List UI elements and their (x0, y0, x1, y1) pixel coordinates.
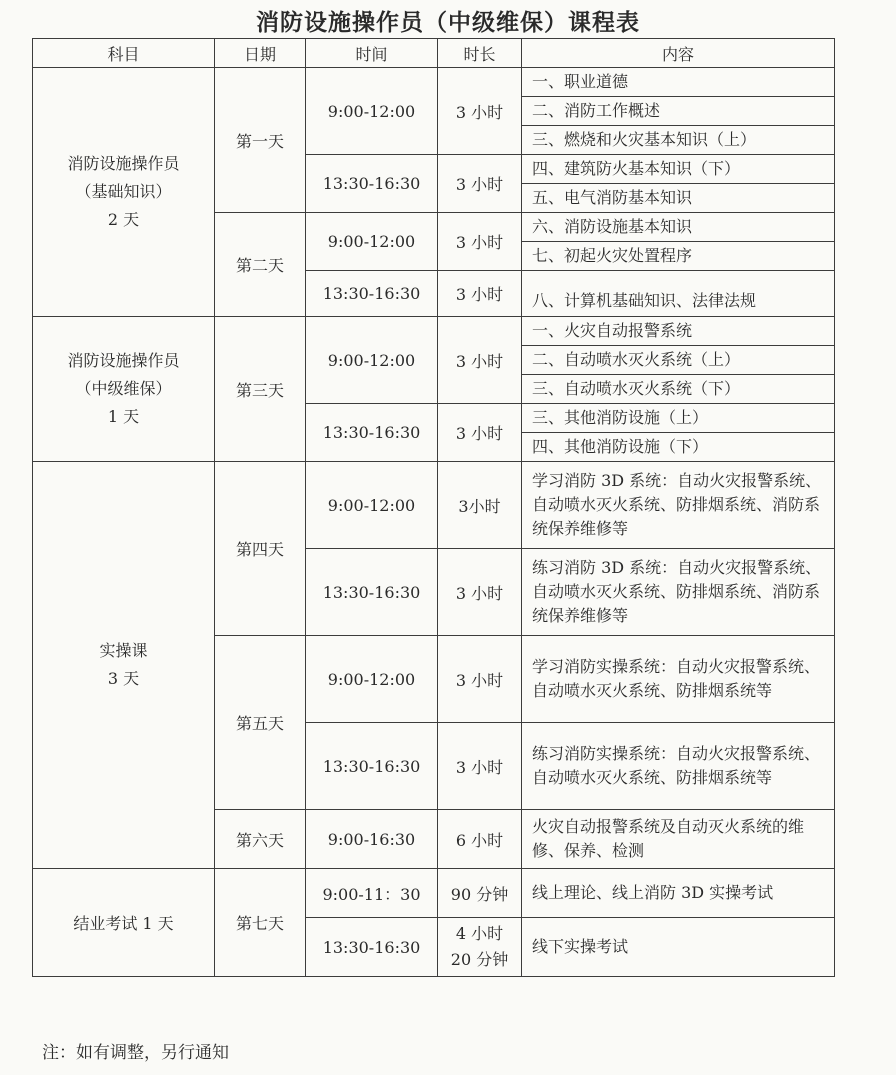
content-cell: 练习消防实操系统：自动火灾报警系统、自动喷水灭火系统、防排烟系统等 (522, 723, 835, 810)
duration-cell: 3 小时 (438, 404, 522, 462)
content-cell: 二、自动喷水灭火系统（上） (522, 346, 835, 375)
duration-cell: 3 小时 (438, 155, 522, 213)
subject-line: 消防设施操作员 (67, 154, 180, 173)
content-cell: 线上理论、线上消防 3D 实操考试 (522, 869, 835, 918)
duration-cell: 3 小时 (438, 317, 522, 404)
duration-cell: 3 小时 (438, 68, 522, 155)
duration-cell: 90 分钟 (438, 869, 522, 918)
day-cell: 第二天 (215, 213, 306, 317)
content-cell: 学习消防实操系统：自动火灾报警系统、自动喷水灭火系统、防排烟系统等 (522, 636, 835, 723)
duration-cell: 3小时 (438, 462, 522, 549)
time-cell: 9:00-12:00 (306, 462, 438, 549)
day-cell: 第三天 (215, 317, 306, 462)
duration-cell: 3 小时 (438, 636, 522, 723)
time-cell: 9:00-16:30 (306, 810, 438, 869)
content-cell: 线下实操考试 (522, 918, 835, 977)
table-row (33, 68, 835, 97)
subject-line: （中级维保） (75, 379, 172, 398)
duration-line: 20 分钟 (450, 950, 509, 969)
table-row (33, 869, 835, 918)
time-cell: 9:00-11：30 (306, 869, 438, 918)
content-cell: 一、职业道德 (522, 68, 835, 97)
subject-line: 1 天 (107, 407, 140, 426)
day-cell: 第一天 (215, 68, 306, 213)
day-cell: 第五天 (215, 636, 306, 810)
content-cell: 一、火灾自动报警系统 (522, 317, 835, 346)
day-cell: 第七天 (215, 869, 306, 977)
duration-cell: 3 小时 (438, 723, 522, 810)
time-cell: 9:00-12:00 (306, 317, 438, 404)
subject-line: 2 天 (107, 210, 140, 229)
table-header-row (33, 39, 835, 68)
duration-line: 4 小时 (455, 924, 504, 943)
day-cell: 第四天 (215, 462, 306, 636)
header-content: 内容 (522, 39, 835, 68)
duration-cell: 3 小时 (438, 213, 522, 271)
header-date: 日期 (215, 39, 306, 68)
time-cell: 13:30-16:30 (306, 918, 438, 977)
content-cell: 八、计算机基础知识、法律法规 (522, 271, 835, 317)
content-cell: 二、消防工作概述 (522, 97, 835, 126)
subject-line: 消防设施操作员 (67, 351, 180, 370)
time-cell: 13:30-16:30 (306, 404, 438, 462)
duration-cell (438, 918, 522, 977)
content-cell: 四、其他消防设施（下） (522, 433, 835, 462)
subject-cell (33, 68, 215, 317)
footnote: 注：如有调整，另行通知 (42, 1043, 229, 1063)
content-cell: 五、电气消防基本知识 (522, 184, 835, 213)
time-cell: 13:30-16:30 (306, 723, 438, 810)
page-title: 消防设施操作员（中级维保）课程表 (256, 10, 640, 36)
content-cell: 练习消防 3D 系统：自动火灾报警系统、自动喷水灭火系统、防排烟系统、消防系统保养维修等 (522, 549, 835, 636)
header-subject: 科目 (33, 39, 215, 68)
table-row (33, 462, 835, 549)
header-duration: 时长 (438, 39, 522, 68)
subject-line: （基础知识） (75, 182, 172, 201)
content-cell: 三、自动喷水灭火系统（下） (522, 375, 835, 404)
subject-cell: 结业考试 1 天 (33, 869, 215, 977)
duration-cell: 6 小时 (438, 810, 522, 869)
duration-cell: 3 小时 (438, 549, 522, 636)
time-cell: 9:00-12:00 (306, 68, 438, 155)
subject-line: 实操课 (99, 641, 148, 660)
content-cell: 七、初起火灾处置程序 (522, 242, 835, 271)
content-cell: 三、其他消防设施（上） (522, 404, 835, 433)
time-cell: 13:30-16:30 (306, 271, 438, 317)
subject-cell (33, 317, 215, 462)
table-row (33, 317, 835, 346)
time-cell: 9:00-12:00 (306, 213, 438, 271)
subject-line: 3 天 (107, 669, 140, 688)
time-cell: 13:30-16:30 (306, 155, 438, 213)
time-cell: 9:00-12:00 (306, 636, 438, 723)
day-cell: 第六天 (215, 810, 306, 869)
content-cell: 六、消防设施基本知识 (522, 213, 835, 242)
content-cell: 学习消防 3D 系统：自动火灾报警系统、自动喷水灭火系统、防排烟系统、消防系统保养维修等 (522, 462, 835, 549)
content-cell: 四、建筑防火基本知识（下） (522, 155, 835, 184)
subject-cell (33, 462, 215, 869)
schedule-table (32, 38, 835, 977)
content-cell: 三、燃烧和火灾基本知识（上） (522, 126, 835, 155)
header-time: 时间 (306, 39, 438, 68)
duration-cell: 3 小时 (438, 271, 522, 317)
content-cell: 火灾自动报警系统及自动灭火系统的维修、保养、检测 (522, 810, 835, 869)
time-cell: 13:30-16:30 (306, 549, 438, 636)
